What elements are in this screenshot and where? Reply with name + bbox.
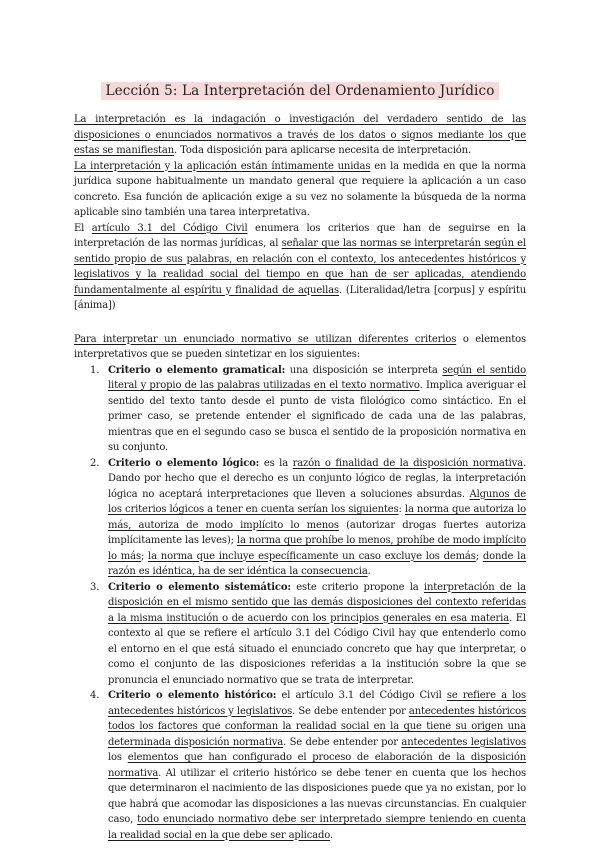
list-item-historico: [74, 688, 526, 843]
definition-paragraph: [74, 112, 526, 159]
criterion-heading: Criterio o elemento sistemático:: [108, 581, 291, 593]
criterion-text: . El contexto al que se refiere el artículo 3.1 del Código Civil hay que entenderlo como el entorno en el que está situado el enunciado concreto que hay que interpretar, o como el conjunto de las disposiciones referidas a la institución sobre la que se pronuncia el enunciado normativo que se trata de interpretar.: [108, 612, 526, 686]
criterion-text: . Al utilizar el criterio histórico se debe tener en cuenta que los hechos que determinaron el nacimiento de las disposiciones puede que ya no existan, por lo que habrá que acomodar las disposiciones a las nuevas circunstancias. En cualquier caso,: [108, 767, 526, 825]
article-prefix: El: [74, 222, 92, 234]
criterion-underlined: razón o finalidad de la disposición normativa: [292, 457, 523, 469]
criterion-underlined: interpretación de la disposición en el mismo sentido que las demás disposiciones del contexto referidas a la misma institución o de acuerdo con los principios generales en esa materia: [108, 581, 526, 624]
criterion-underlined: la norma que incluye específicamente un caso excluye los demás: [148, 550, 476, 562]
title-wrap: [74, 80, 526, 100]
criterion-text: ;: [475, 550, 483, 562]
article-tail: . (Literalidad/letra [corpus] y espíritu [ánima]): [74, 284, 526, 311]
criteria-intro: [74, 332, 526, 363]
document-page: [74, 80, 526, 843]
criteria-intro-text: o elementos interpretativos que se pueden sintetizar en los siguientes:: [74, 333, 526, 360]
criterion-text: es la: [259, 457, 293, 469]
list-item-gramatical: [74, 363, 526, 456]
criterion-heading: Criterio o elemento gramatical:: [108, 364, 286, 376]
criterion-heading: Criterio o elemento lógico:: [108, 457, 260, 469]
application-lead: La interpretación y la aplicación están íntimamente unidas: [74, 160, 371, 172]
criterion-underlined: antecedentes legislativos: [401, 736, 526, 748]
criterion-text: . Se debe entender por: [292, 705, 409, 717]
criterion-text: .: [329, 829, 333, 841]
criterion-underlined: se refiere a los antecedentes históricos y legislativos: [108, 690, 526, 717]
article-quote: señalar que las normas se interpretarán según el sentido propio de sus palabras, en relación con el contexto, los antecedentes históricos y legislativos y la realidad social del tiempo en que han de ser aplicadas, atendiendo fundamentalmente al espíritu y finalidad de aquellas: [74, 238, 526, 296]
definition-tail: . Toda disposición para aplicarse necesita de interpretación.: [174, 145, 471, 156]
criterion-underlined: la norma que prohíbe lo menos, prohíbe de modo implícito lo más: [108, 535, 526, 562]
article-paragraph: [74, 221, 526, 314]
criterion-underlined: todo enunciado normativo debe ser interpretado siempre teniendo en cuenta la realidad social en la que debe ser aplicado: [108, 814, 526, 841]
list-item-sistematico: [74, 580, 526, 689]
criterion-text: este criterio propone la: [290, 581, 424, 593]
criterion-underlined: antecedentes históricos todos los factores que conforman la realidad social en la que tiene su origen una determinada disposición normativa: [108, 705, 526, 748]
list-number: 1.: [90, 364, 100, 376]
criterion-heading: Criterio o elemento histórico:: [108, 690, 277, 701]
criterion-text: (autorizar drogas fuertes autoriza implícitamente las leves);: [108, 519, 526, 546]
article-reference: artículo 3.1 del Código Civil: [91, 222, 248, 234]
criterion-text: el artículo 3.1 del Código Civil: [276, 690, 447, 701]
application-paragraph: [74, 159, 526, 221]
criterion-text: . Se debe entender por: [283, 736, 402, 748]
page-title: Lección 5: La Interpretación del Ordenamiento Jurídico: [101, 82, 498, 100]
criterion-text: ;: [140, 550, 149, 562]
application-text: en la medida en que la norma jurídica supone habitualmente un mandato general que requiere la aplicación a un caso concreto. Esa función de aplicación exige a su vez no solamente la búsqueda de la norma aplicable sino también una tarea interpretativa.: [74, 160, 526, 218]
criterion-text: los: [108, 752, 128, 763]
criterion-text: . Dando por hecho que el derecho es un conjunto lógico de reglas, la interpretación lógica no aceptará interpretaciones que lleven a soluciones absurdas.: [108, 457, 527, 500]
criterion-underlined: donde la razón es idéntica, ha de ser idéntica la consecuencia: [108, 550, 527, 577]
list-number: 2.: [90, 457, 100, 469]
criterion-underlined: elementos que han configurado el proceso de elaboración de la disposición normativa: [108, 752, 526, 779]
list-number: 4.: [90, 690, 100, 701]
criteria-intro-lead: Para interpretar un enunciado normativo se utilizan diferentes criterios: [74, 333, 457, 345]
article-text: enumera los criterios que han de seguirse en la interpretación de las normas jurídicas, al: [74, 222, 526, 249]
spacer: [74, 314, 526, 332]
criterion-text: :: [398, 504, 405, 515]
criteria-list: [74, 363, 526, 844]
criterion-underlined: la norma que autoriza lo más, autoriza de modo implícito lo menos: [108, 504, 527, 531]
criterion-underlined: Algunos de los criterios lógicos a tener en cuenta serían los siguientes: [108, 488, 526, 515]
definition-text: La interpretación es la indagación o investigación del verdadero sentido de las disposiciones o enunciados normativos a través de los datos o signos mediante los que estas se manifiestan: [74, 114, 526, 156]
list-number: 3.: [90, 581, 100, 593]
list-item-logico: [74, 456, 526, 580]
criterion-text: .: [367, 566, 371, 577]
criterion-text: una disposición se interpreta: [285, 364, 443, 376]
criterion-underlined: según el sentido literal y propio de las palabras utilizadas en el texto normativo: [108, 364, 526, 391]
criterion-text: . Implica averiguar el sentido del texto tanto desde el punto de vista filológico como sintáctico. En el primer caso, se pretende entender el significado de cada una de las palabras, mientras que en el segundo caso se busca el sentido de la proposición normativa en su conjunto.: [108, 380, 526, 453]
